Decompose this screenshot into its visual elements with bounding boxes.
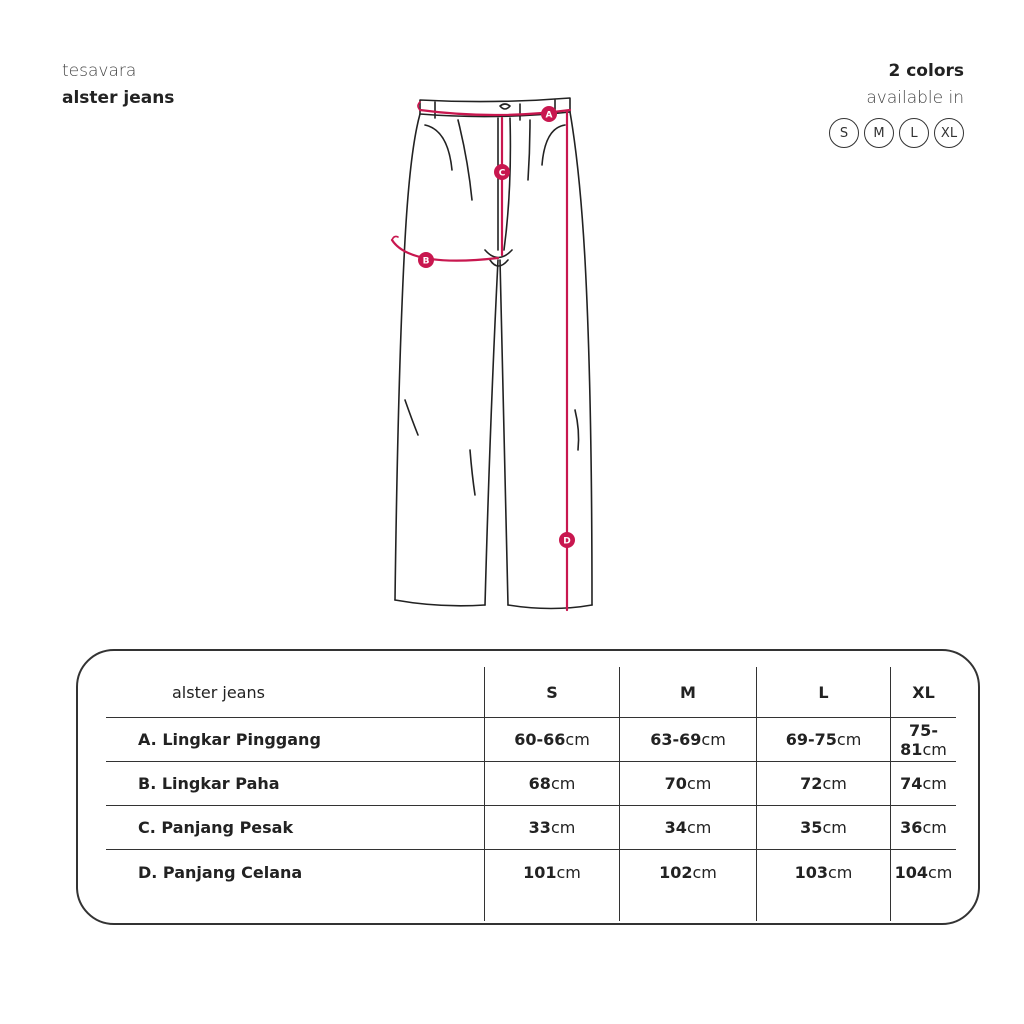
size-chart-table xyxy=(106,667,956,921)
row-label: B. Lingkar Paha xyxy=(106,762,485,806)
table-cell: 36cm xyxy=(891,806,957,850)
column-header-xl: XL xyxy=(891,667,957,718)
size-option-m[interactable]: M xyxy=(864,118,894,148)
table-cell: 104cm xyxy=(891,850,957,922)
table-row xyxy=(106,806,956,850)
row-label: C. Panjang Pesak xyxy=(106,806,485,850)
row-label: A. Lingkar Pinggang xyxy=(106,718,485,762)
colors-count: 2 colors xyxy=(888,61,964,81)
marker-b-label: B xyxy=(422,256,430,267)
size-option-s[interactable]: S xyxy=(829,118,859,148)
brand-name: tesavara xyxy=(62,61,137,81)
pants-outline xyxy=(395,98,592,609)
column-header-l: L xyxy=(757,667,891,718)
column-header-m: M xyxy=(620,667,757,718)
table-cell: 102cm xyxy=(620,850,757,922)
table-cell: 60-66cm xyxy=(485,718,620,762)
pants-measurement-diagram xyxy=(380,90,610,620)
product-title: alster jeans xyxy=(62,88,175,108)
marker-d-label: D xyxy=(563,536,571,547)
marker-a-label: A xyxy=(545,110,553,121)
table-cell: 72cm xyxy=(757,762,891,806)
brand-block xyxy=(62,58,174,112)
table-cell: 33cm xyxy=(485,806,620,850)
marker-c-label: C xyxy=(498,168,506,179)
table-cell: 103cm xyxy=(757,850,891,922)
table-cell: 63-69cm xyxy=(620,718,757,762)
table-header-row xyxy=(106,667,956,718)
table-corner-label: alster jeans xyxy=(106,667,485,718)
table-cell: 34cm xyxy=(620,806,757,850)
size-option-l[interactable]: L xyxy=(899,118,929,148)
table-cell: 68cm xyxy=(485,762,620,806)
table-cell: 101cm xyxy=(485,850,620,922)
table-cell: 75-81cm xyxy=(891,718,957,762)
size-options xyxy=(829,118,964,148)
table-cell: 69-75cm xyxy=(757,718,891,762)
table-cell: 74cm xyxy=(891,762,957,806)
table-row xyxy=(106,762,956,806)
row-label: D. Panjang Celana xyxy=(138,863,303,882)
table-cell: 70cm xyxy=(620,762,757,806)
measurement-markers xyxy=(418,106,575,548)
column-header-s: S xyxy=(485,667,620,718)
availability-block xyxy=(829,58,964,148)
available-in-label: available in xyxy=(866,88,964,108)
measurement-lines xyxy=(392,102,570,610)
table-cell: 35cm xyxy=(757,806,891,850)
size-option-xl[interactable]: XL xyxy=(934,118,964,148)
size-chart-card xyxy=(76,649,980,925)
table-row xyxy=(106,718,956,762)
table-row xyxy=(106,850,956,922)
